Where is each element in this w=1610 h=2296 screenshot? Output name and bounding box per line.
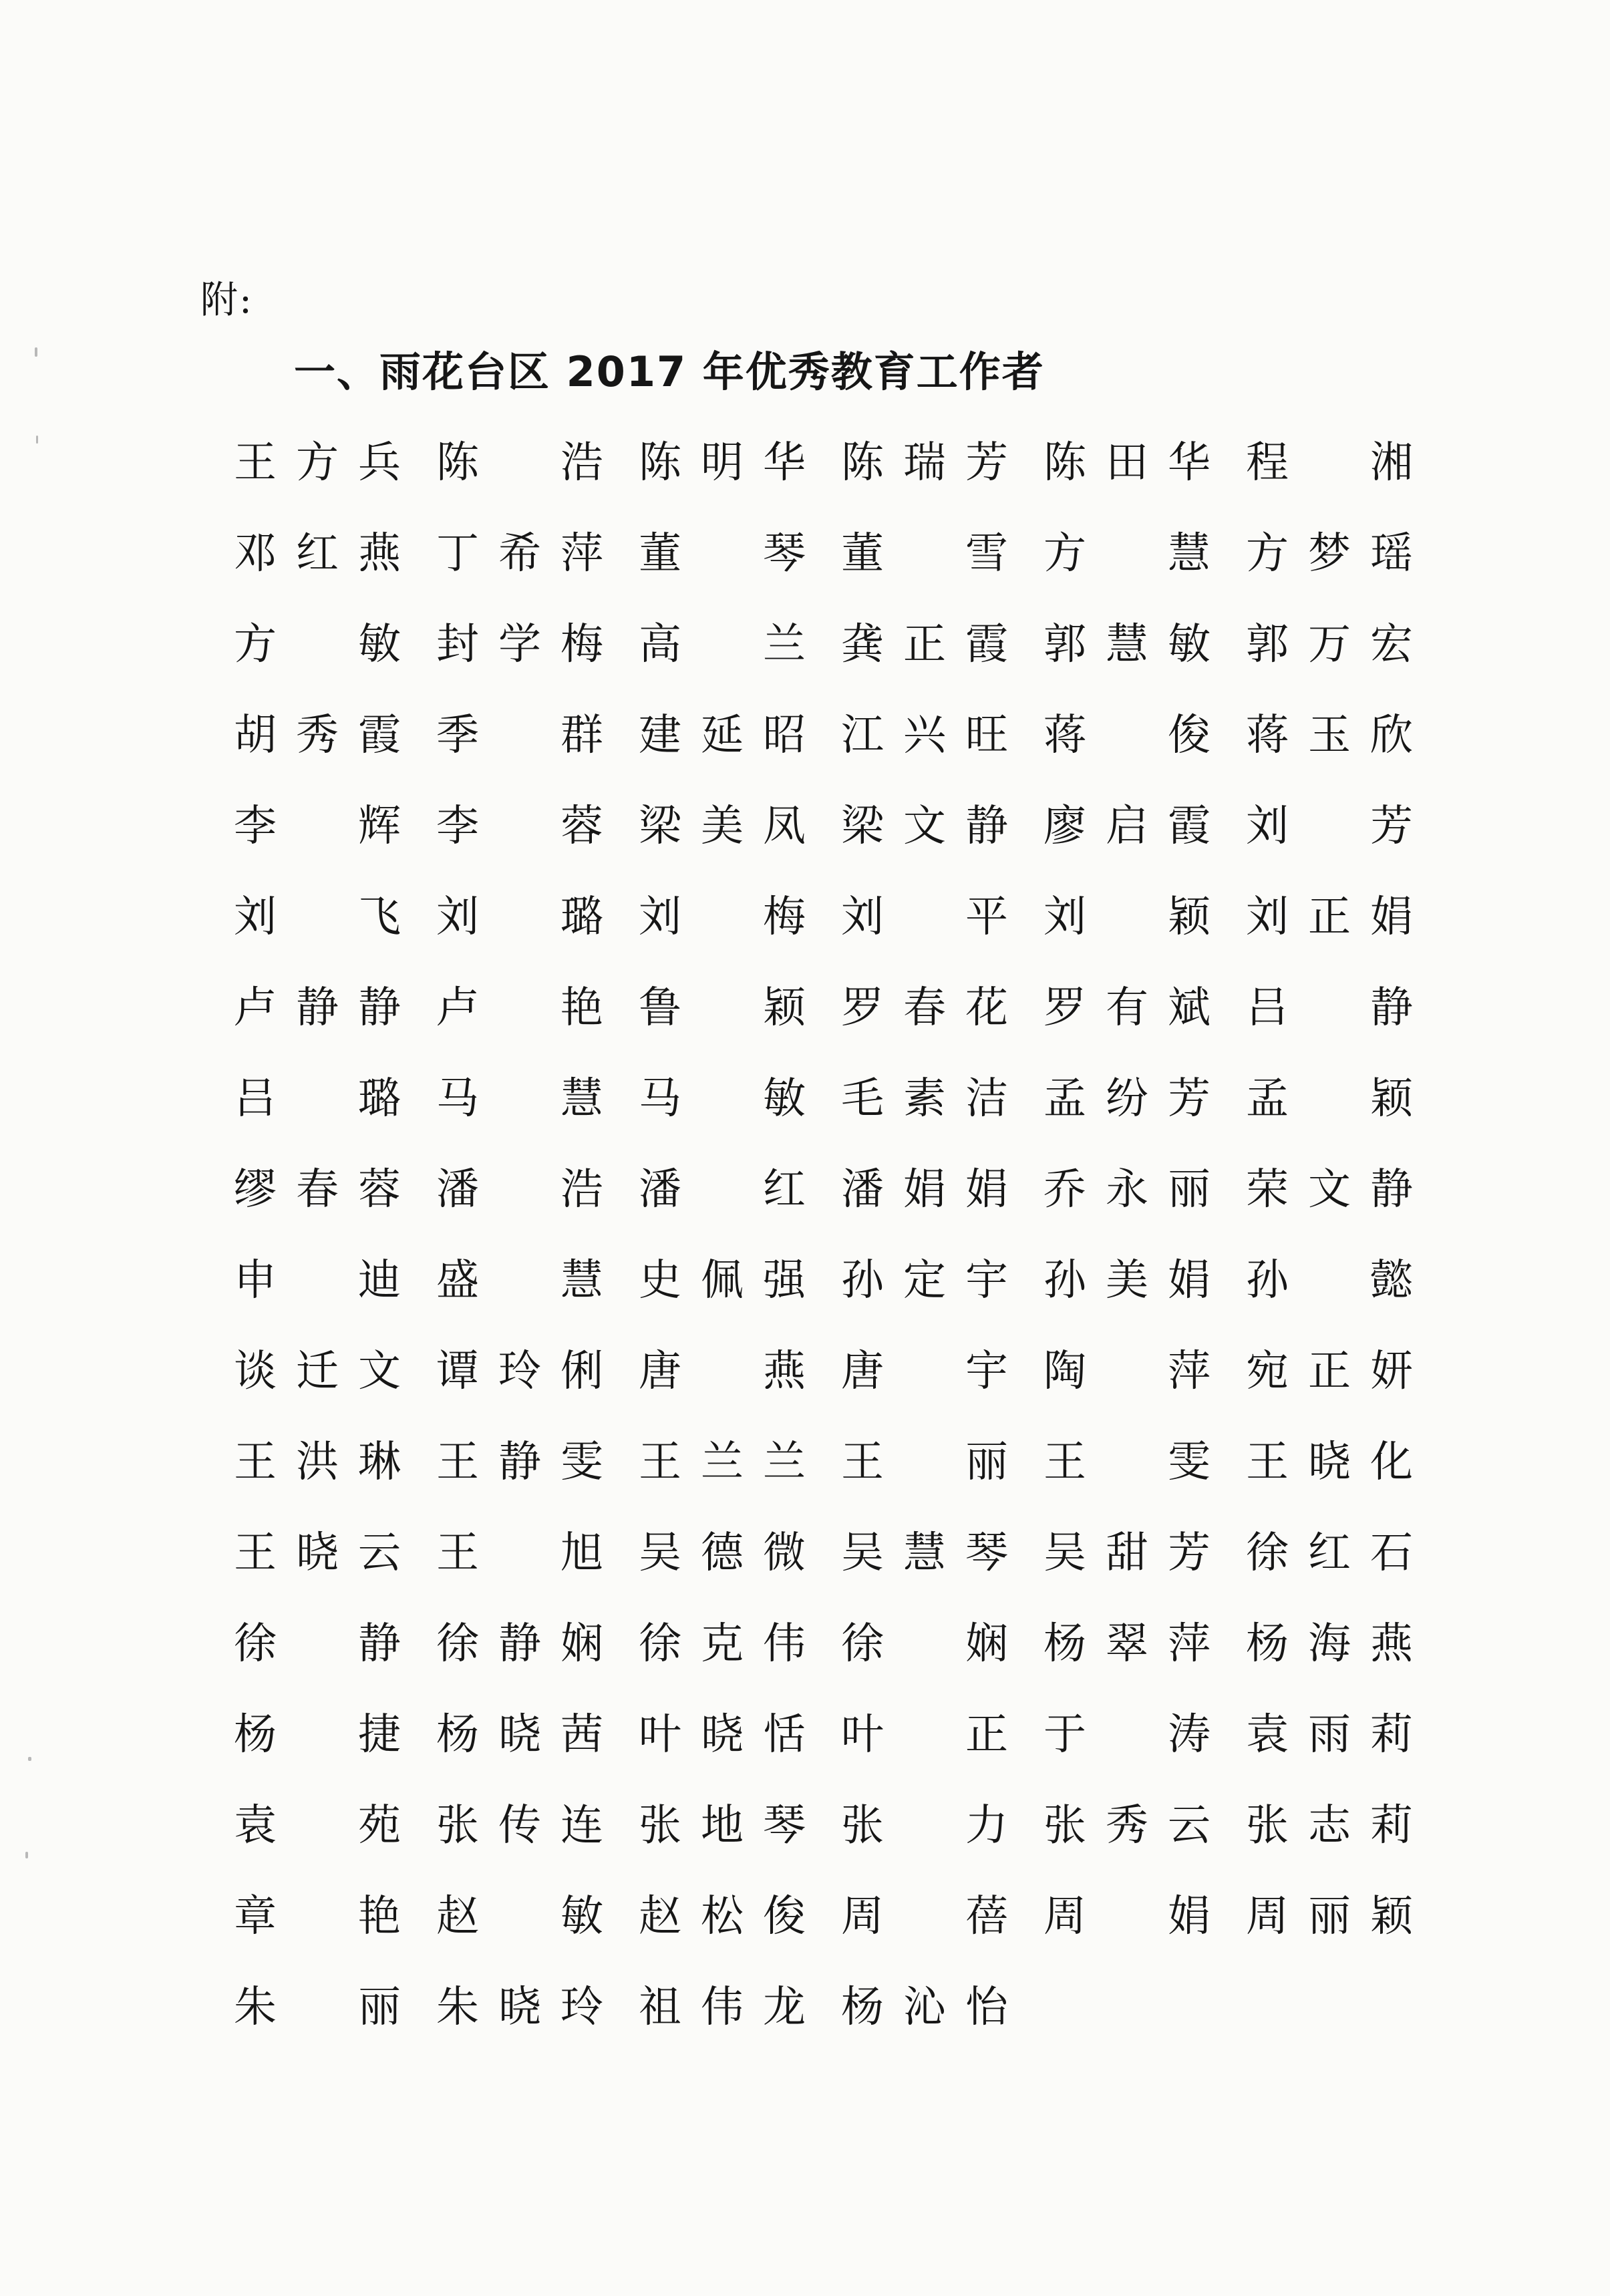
name-entry: 刘 梅: [639, 892, 806, 942]
name-entry: 邓 红 燕: [234, 529, 401, 579]
name-entry: 吴 甜 芳: [1043, 1528, 1211, 1578]
name-entry: 赵 松 俊: [639, 1892, 806, 1941]
name-entry: 徐 红 石: [1246, 1528, 1413, 1578]
name-entry: 刘 颖: [1043, 892, 1211, 942]
name-entry: 杨 捷: [234, 1710, 401, 1760]
name-entry: 徐 克 伟: [639, 1619, 806, 1669]
name-entry: 叶 晓 恬: [639, 1710, 806, 1760]
name-entry: 刘 芳: [1246, 802, 1413, 851]
name-entry: 祖 伟 龙: [639, 1983, 806, 2032]
name-entry: 吕 璐: [234, 1074, 401, 1124]
name-entry: 于 涛: [1043, 1710, 1211, 1760]
scan-mark: [35, 347, 37, 357]
name-entry: 朱 晓 玲: [436, 1983, 603, 2032]
name-entry: 袁 雨 莉: [1246, 1710, 1413, 1760]
name-entry: 卢 静 静: [234, 983, 401, 1033]
scan-mark: [25, 1852, 28, 1858]
name-entry: 刘 平: [841, 892, 1008, 942]
name-entry: 江 兴 旺: [841, 711, 1008, 760]
name-entry: 孟 纷 芳: [1043, 1074, 1211, 1124]
attachment-prefix: 附:: [200, 279, 253, 322]
name-entry: 杨 海 燕: [1246, 1619, 1413, 1669]
name-entry: 马 慧: [436, 1074, 603, 1124]
name-entry: 潘 红: [639, 1165, 806, 1214]
name-entry: 罗 春 花: [841, 983, 1008, 1033]
name-entry: 盛 慧: [436, 1256, 603, 1305]
name-entry: 封 学 梅: [436, 620, 603, 669]
name-entry: 蒋 俊: [1043, 711, 1211, 760]
name-entry: 胡 秀 霞: [234, 711, 401, 760]
name-entry: 王 雯: [1043, 1438, 1211, 1487]
name-entry: 徐 静 娴: [436, 1619, 603, 1669]
name-entry: 马 敏: [639, 1074, 806, 1124]
name-entry: 季 群: [436, 711, 603, 760]
scan-mark: [28, 1757, 31, 1761]
name-entry: 杨 晓 茜: [436, 1710, 603, 1760]
name-entry: 刘 璐: [436, 892, 603, 942]
name-entry: 周 蓓: [841, 1892, 1008, 1941]
name-entry: 赵 敏: [436, 1892, 603, 1941]
name-entry: 丁 希 萍: [436, 529, 603, 579]
name-entry: 唐 宇: [841, 1347, 1008, 1396]
name-entry: 刘 飞: [234, 892, 401, 942]
name-entry: 郭 慧 敏: [1043, 620, 1211, 669]
name-entry: 王 兰 兰: [639, 1438, 806, 1487]
name-entry: 乔 永 丽: [1043, 1165, 1211, 1214]
name-entry: 潘 浩: [436, 1165, 603, 1214]
name-entry: 王 旭: [436, 1528, 603, 1578]
name-entry: 郭 万 宏: [1246, 620, 1413, 669]
name-entry: 王 洪 琳: [234, 1438, 401, 1487]
name-entry: 孙 懿: [1246, 1256, 1413, 1305]
name-entry: 吕 静: [1246, 983, 1413, 1033]
name-entry: 史 佩 强: [639, 1256, 806, 1305]
name-entry: 叶 正: [841, 1710, 1008, 1760]
name-entry: 李 蓉: [436, 802, 603, 851]
name-entry: 陈 浩: [436, 438, 603, 488]
name-entry: 梁 美 凤: [639, 802, 806, 851]
name-entry: 张 传 连: [436, 1801, 603, 1850]
name-entry: 周 娟: [1043, 1892, 1211, 1941]
name-entry: 蒋 玉 欣: [1246, 711, 1413, 760]
name-entry: 宛 正 妍: [1246, 1347, 1413, 1396]
name-entry: 刘 正 娟: [1246, 892, 1413, 942]
name-entry: 陈 瑞 芳: [841, 438, 1008, 488]
name-entry: 杨 翠 萍: [1043, 1619, 1211, 1669]
name-entry: 徐 娴: [841, 1619, 1008, 1669]
name-entry: 谭 玲 俐: [436, 1347, 603, 1396]
name-list: [234, 430, 1413, 2065]
name-entry: 卢 艳: [436, 983, 603, 1033]
name-entry: 孙 定 宇: [841, 1256, 1008, 1305]
name-entry: 唐 燕: [639, 1347, 806, 1396]
name-entry: 董 雪: [841, 529, 1008, 579]
name-entry: 缪 春 蓉: [234, 1165, 401, 1214]
name-entry: 杨 沁 怡: [841, 1983, 1008, 2032]
name-entry: 朱 丽: [234, 1983, 401, 2032]
name-entry: 谈 迁 文: [234, 1347, 401, 1396]
name-entry: 徐 静: [234, 1619, 401, 1669]
name-entry: 鲁 颖: [639, 983, 806, 1033]
name-entry: 王 晓 云: [234, 1528, 401, 1578]
name-entry: 陈 明 华: [639, 438, 806, 488]
name-entry: 周 丽 颖: [1246, 1892, 1413, 1941]
name-entry: 张 地 琴: [639, 1801, 806, 1850]
name-entry: 龚 正 霞: [841, 620, 1008, 669]
name-entry: 章 艳: [234, 1892, 401, 1941]
name-entry: 张 秀 云: [1043, 1801, 1211, 1850]
name-entry: 潘 娟 娟: [841, 1165, 1008, 1214]
name-entry: 荣 文 静: [1246, 1165, 1413, 1214]
name-entry: 申 迪: [234, 1256, 401, 1305]
name-entry: 张 力: [841, 1801, 1008, 1850]
section-heading: 一、雨花台区 2017 年优秀教育工作者: [294, 347, 1045, 396]
scan-mark: [36, 436, 38, 444]
name-entry: 方 梦 瑶: [1246, 529, 1413, 579]
name-entry: 王 方 兵: [234, 438, 401, 488]
name-entry: 毛 素 洁: [841, 1074, 1008, 1124]
name-entry: 王 静 雯: [436, 1438, 603, 1487]
name-entry: 方 敏: [234, 620, 401, 669]
name-entry: 程 湘: [1246, 438, 1413, 488]
name-entry: 建 延 昭: [639, 711, 806, 760]
name-entry: 吴 慧 琴: [841, 1528, 1008, 1578]
name-entry: 吴 德 微: [639, 1528, 806, 1578]
name-entry: 陈 田 华: [1043, 438, 1211, 488]
name-entry: 王 晓 化: [1246, 1438, 1413, 1487]
name-entry: 王 丽: [841, 1438, 1008, 1487]
name-entry: 袁 苑: [234, 1801, 401, 1850]
name-entry: 孙 美 娟: [1043, 1256, 1211, 1305]
name-entry: 高 兰: [639, 620, 806, 669]
name-entry: 李 辉: [234, 802, 401, 851]
name-entry: 罗 有 斌: [1043, 983, 1211, 1033]
name-entry: 张 志 莉: [1246, 1801, 1413, 1850]
name-entry: 孟 颖: [1246, 1074, 1413, 1124]
name-entry: 陶 萍: [1043, 1347, 1211, 1396]
name-entry: 方 慧: [1043, 529, 1211, 579]
name-entry: 董 琴: [639, 529, 806, 579]
name-entry: 廖 启 霞: [1043, 802, 1211, 851]
name-entry: 梁 文 静: [841, 802, 1008, 851]
